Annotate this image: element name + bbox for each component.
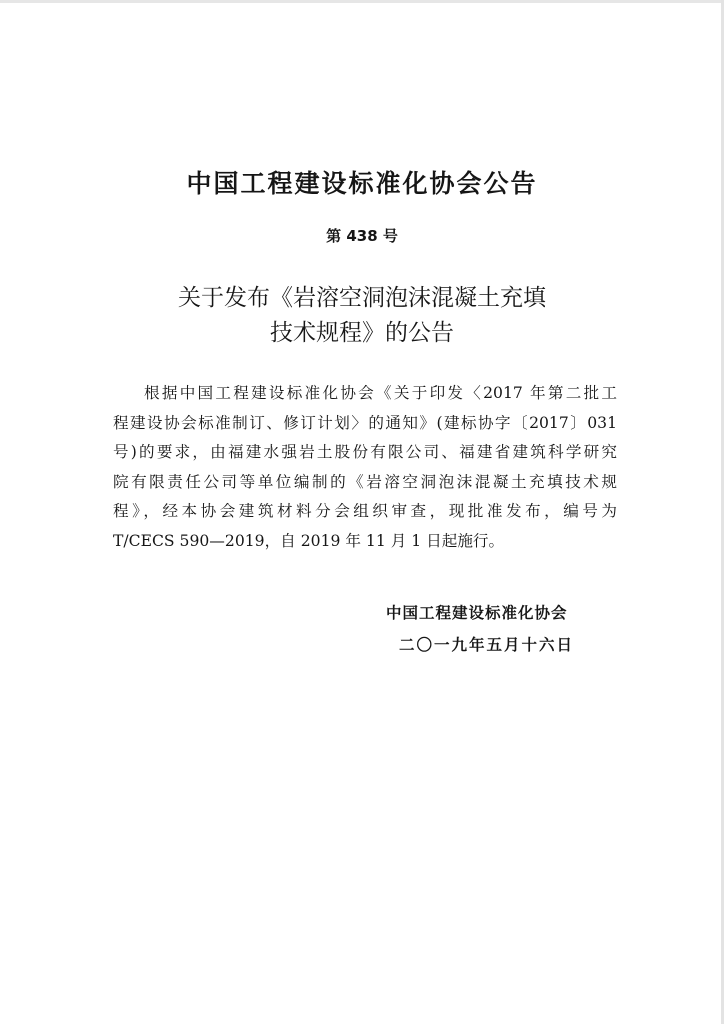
- notice-body: [113, 379, 617, 556]
- issue-date: 二〇一九年五月十六日: [399, 636, 575, 654]
- body-line-1: 根据中国工程建设标准化协会《关于印发〈2017 年第二批工: [144, 384, 617, 402]
- issuer-signature: 中国工程建设标准化协会: [386, 604, 568, 622]
- subject-line-1: 关于发布《岩溶空洞泡沫混凝土充填: [178, 285, 546, 311]
- page-top-edge: [0, 0, 724, 3]
- body-line-4: 院有限责任公司等单位编制的《岩溶空洞泡沫混凝土充填技术规: [113, 472, 617, 491]
- body-line-2: 程建设协会标准制订、修订计划〉的通知》(建标协字〔2017〕031: [113, 413, 617, 432]
- notice-subject: [0, 281, 724, 351]
- body-line-5: 程》，经本协会建筑材料分会组织审查，现批准发布，编号为: [113, 502, 617, 520]
- body-line-3: 号)的要求，由福建水强岩土股份有限公司、福建省建筑科学研究: [113, 443, 617, 461]
- notice-number: 第 438 号: [326, 227, 398, 245]
- body-line-6: T/CECS 590—2019，自 2019 年 11 月 1 日起施行。: [113, 531, 505, 550]
- subject-line-2: 技术规程》的公告: [270, 320, 454, 346]
- notice-heading: 中国工程建设标准化协会公告: [186, 169, 538, 198]
